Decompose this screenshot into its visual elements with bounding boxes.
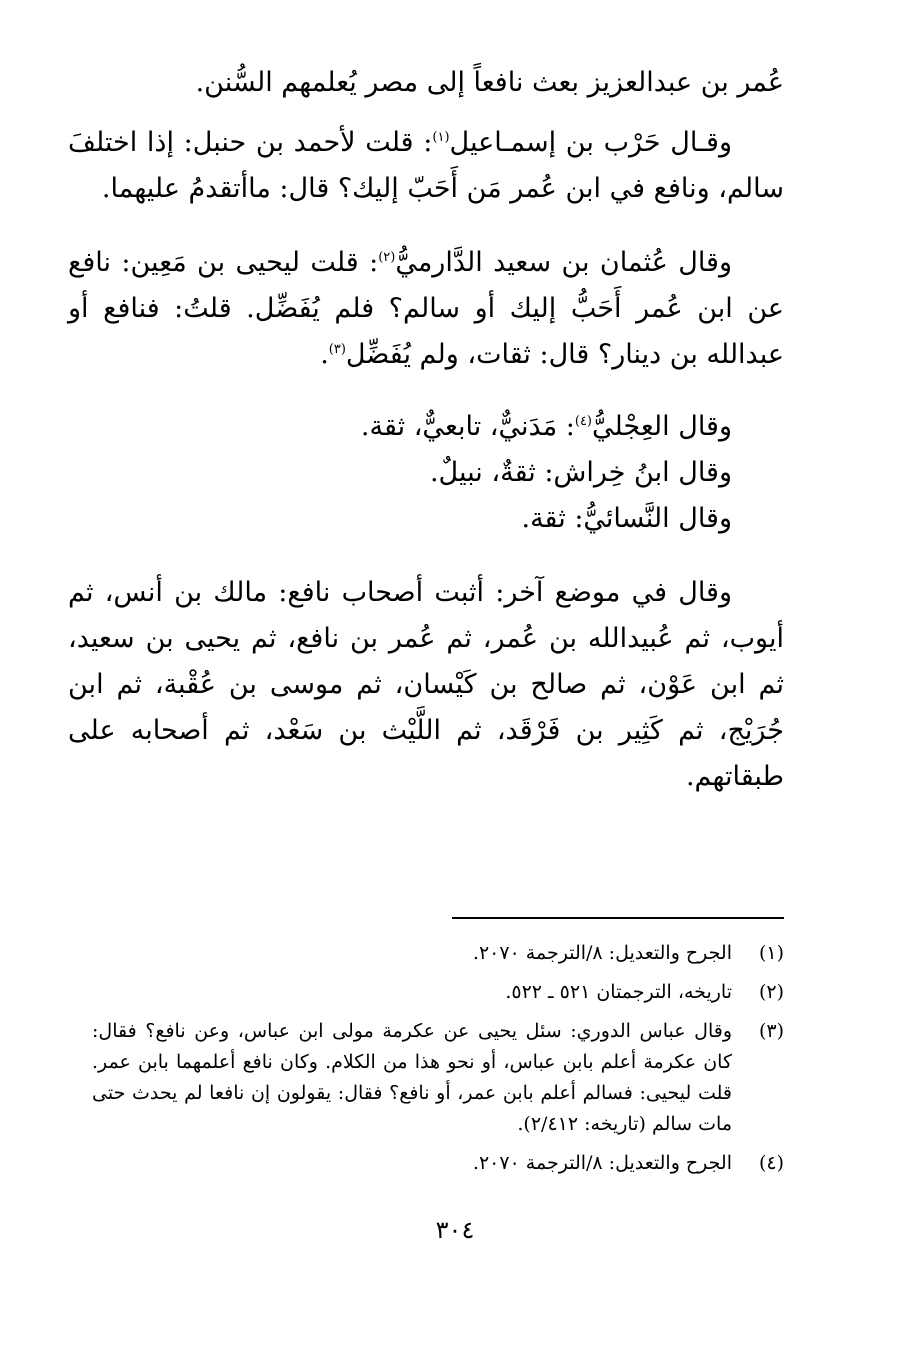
paragraph-3-text-b: : قلت ليحيى بن مَعِين: نافع عن ابن عُمر أَحَبُّ إليك أو سالم؟ فلم يُفَضِّل. قلتُ: فنافع أو عبدالله بن دينار؟ قال: ثقات، ولم يُفَضِّل bbox=[68, 247, 784, 370]
footnote-ref-3[interactable]: (٣) bbox=[328, 342, 346, 357]
footnote-text: الجرح والتعديل: ٨/الترجمة ٢٠٧٠. bbox=[472, 942, 732, 964]
footnote-divider bbox=[452, 917, 784, 919]
paragraph-4 bbox=[68, 570, 784, 800]
paragraph-3 bbox=[68, 240, 784, 378]
page-number: ٣٠٤ bbox=[435, 1216, 475, 1244]
footnote-ref-4[interactable]: (٤) bbox=[574, 414, 592, 429]
paragraph-2-text-b: : قلت لأحمد بن حنبل: إذا اختلفَ سالم، ونافع في ابن عُمر مَن أَحَبّ إليك؟ قال: ماأتقدمُ عليهما. bbox=[68, 127, 784, 204]
footnote-number: (٤) bbox=[758, 1152, 784, 1174]
footnote-number: (٢) bbox=[758, 981, 784, 1003]
footnote-3 bbox=[92, 1016, 784, 1140]
main-text bbox=[68, 60, 784, 800]
paragraph-1-text: عُمر بن عبدالعزيز بعث نافعاً إلى مصر يُعلمهم السُّنن. bbox=[195, 67, 784, 98]
footnote-1 bbox=[92, 938, 784, 969]
footnote-4 bbox=[92, 1148, 784, 1179]
paragraph-3-text-a: وقال عُثمان بن سعيد الدَّارميُّ bbox=[395, 247, 732, 278]
paragraph-1 bbox=[68, 60, 784, 106]
footnote-number: (١) bbox=[758, 942, 784, 964]
footnote-2 bbox=[92, 977, 784, 1008]
footnote-ref-1[interactable]: (١) bbox=[432, 130, 450, 145]
quote-nasai: وقال النَّسائيُّ: ثقة. bbox=[521, 503, 732, 534]
paragraph-4-text: وقال في موضع آخر: أثبت أصحاب نافع: مالك بن أنس، ثم أيوب، ثم عُبيدالله بن عُمر، ثم عُمر بن نافع، ثم يحيى بن سعيد، ثم ابن عَوْن، ثم صالح بن كَيْسان، ثم موسى بن عُقْبة، ثم ابن جُرَيْج، ثم كَثِير بن فَرْقَد، ثم اللَّيْث بن سَعْد، ثم أصحابه على طبقاتهم. bbox=[68, 577, 784, 792]
footnote-number: (٣) bbox=[758, 1020, 784, 1042]
paragraph-2-text-a: وقـال حَرْب بن إسمـاعيل bbox=[449, 127, 732, 158]
footnote-text: الجرح والتعديل: ٨/الترجمة ٢٠٧٠. bbox=[472, 1152, 732, 1174]
short-quotes bbox=[68, 404, 784, 542]
paragraph-2 bbox=[68, 120, 784, 212]
footnotes bbox=[92, 938, 784, 1187]
quote-ijli-text-b: : مَدَنيٌّ، تابعيٌّ، ثقة. bbox=[360, 411, 575, 442]
quote-ijli-text-a: وقال العِجْليُّ bbox=[592, 411, 732, 442]
footnote-text: وقال عباس الدوري: سئل يحيى عن عكرمة مولى ابن عباس، وعن نافع؟ فقال: كان عكرمة أعلم بابن عباس، أو نحو هذا من الكلام. وكان نافع أعلمهما بابن عمر. قلت ليحيى: فسالم أعلم بابن عمر، أو نافع؟ فقال: يقولون إن نافعا لم يحدث حتى مات سالم (تاريخه: ٢/٤١٢). bbox=[92, 1020, 732, 1135]
footnote-ref-2[interactable]: (٢) bbox=[378, 250, 396, 265]
footnote-text: تاريخه، الترجمتان ٥٢١ ـ ٥٢٢. bbox=[505, 981, 732, 1003]
quote-ibn-khirash: وقال ابنُ خِراش: ثقةٌ، نبيلٌ. bbox=[429, 457, 732, 488]
quote-ijli bbox=[68, 404, 732, 450]
paragraph-3-text-c: . bbox=[320, 339, 329, 370]
